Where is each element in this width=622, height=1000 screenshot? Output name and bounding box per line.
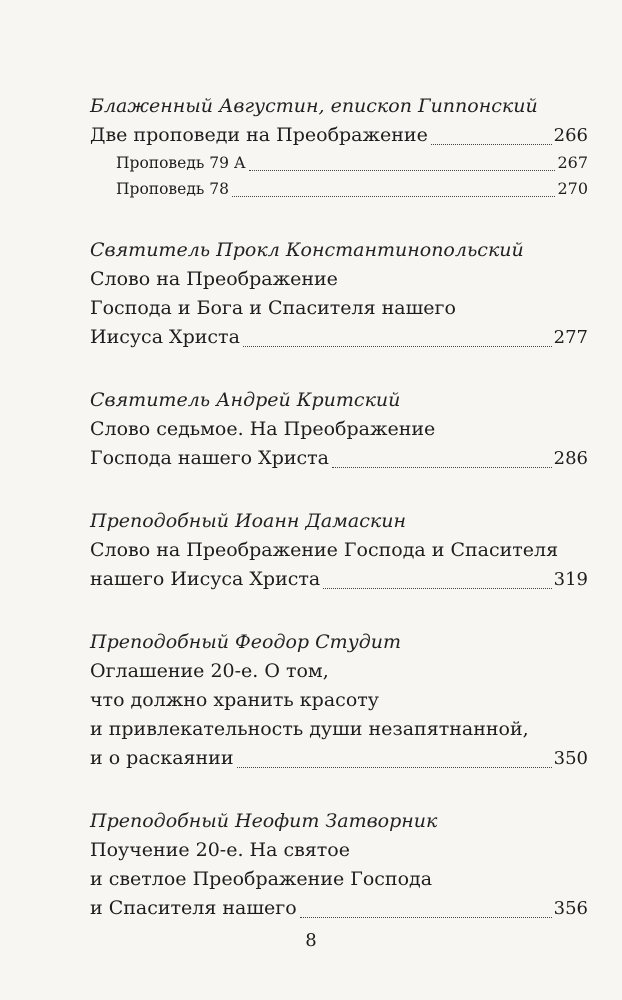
table-of-contents — [90, 92, 588, 957]
toc-title-line: Оглашение 20-е. О том, — [90, 660, 329, 682]
toc-page-number: 356 — [553, 898, 588, 919]
toc-entry[interactable] — [90, 894, 588, 923]
toc-subentry[interactable] — [90, 176, 588, 202]
toc-section — [90, 236, 588, 352]
dot-leader — [232, 196, 555, 197]
toc-entry[interactable] — [90, 323, 588, 352]
toc-title-line: Слово седьмое. На Преображение — [90, 418, 436, 440]
toc-entry[interactable] — [90, 121, 588, 150]
toc-entry[interactable] — [90, 565, 588, 594]
toc-title-line: и светлое Преображение Господа — [90, 868, 433, 890]
toc-author: Преподобный Феодор Студит — [90, 631, 402, 653]
toc-page-number: 286 — [553, 448, 588, 469]
dot-leader — [332, 467, 552, 468]
toc-section — [90, 92, 588, 202]
toc-section — [90, 507, 588, 594]
toc-page-number: 319 — [553, 569, 588, 590]
toc-page-number: 266 — [553, 125, 588, 146]
dot-leader — [431, 144, 552, 145]
toc-title-line: что должно хранить красоту — [90, 689, 379, 711]
toc-author: Преподобный Иоанн Дамаскин — [90, 510, 406, 532]
toc-entry-title: и о раскаянии — [90, 747, 234, 769]
toc-subentry-title: Проповедь 79 А — [116, 154, 246, 172]
dot-leader — [300, 917, 552, 918]
dot-leader — [249, 170, 556, 171]
toc-section — [90, 807, 588, 923]
toc-title-line: Слово на Преображение — [90, 268, 338, 290]
toc-title-line: Слово на Преображение Господа и Спасителя — [90, 539, 559, 561]
toc-entry[interactable] — [90, 744, 588, 773]
toc-entry-title: Две проповеди на Преображение — [90, 124, 428, 146]
toc-title-line: Господа и Бога и Спасителя нашего — [90, 297, 456, 319]
toc-entry-title: и Спасителя нашего — [90, 897, 297, 919]
toc-section — [90, 628, 588, 773]
toc-author: Святитель Прокл Константинопольский — [90, 239, 524, 261]
toc-page-number: 267 — [557, 153, 588, 172]
toc-title-line: Поучение 20-е. На святое — [90, 839, 350, 861]
toc-entry-title: Господа нашего Христа — [90, 447, 329, 469]
dot-leader — [243, 346, 552, 347]
toc-entry[interactable] — [90, 444, 588, 473]
toc-entry-title: нашего Иисуса Христа — [90, 568, 321, 590]
page-number: 8 — [305, 930, 317, 951]
toc-subentry-title: Проповедь 78 — [116, 180, 229, 198]
toc-page-number: 270 — [557, 179, 588, 198]
toc-subentry[interactable] — [90, 150, 588, 176]
dot-leader — [323, 588, 551, 589]
toc-title-line: и привлекательность души незапятнанной, — [90, 718, 529, 740]
toc-author: Преподобный Неофит Затворник — [90, 810, 438, 832]
toc-author: Святитель Андрей Критский — [90, 389, 401, 411]
toc-page-number: 350 — [553, 748, 588, 769]
toc-entry-title: Иисуса Христа — [90, 326, 240, 348]
toc-section — [90, 386, 588, 473]
dot-leader — [237, 767, 552, 768]
toc-page-number: 277 — [553, 327, 588, 348]
toc-author: Блаженный Августин, епископ Гиппонский — [90, 95, 538, 117]
